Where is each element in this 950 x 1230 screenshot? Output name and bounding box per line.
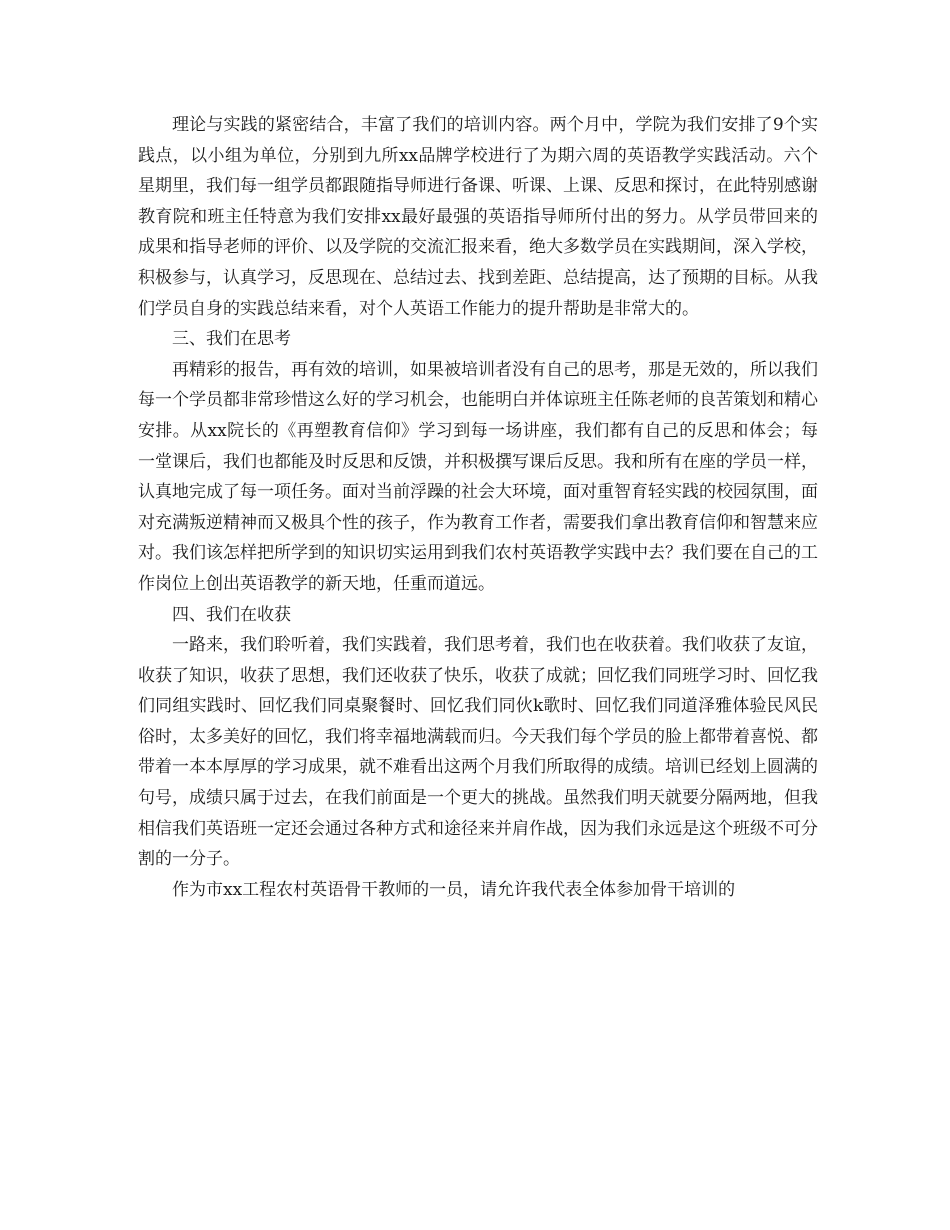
paragraph-practice: 理论与实践的紧密结合，丰富了我们的培训内容。两个月中，学院为我们安排了9个实践点，以小组为单位，分别到九所xx品牌学校进行了为期六周的英语教学实践活动。六个星期里，我们每一组学员都跟随指导师进行备课、听课、上课、反思和探讨，在此特别感谢教育院和班主任特意为我们安排xx最好最强的英语指导师所付出的努力。从学员带回来的成果和指导老师的评价、以及学院的交流汇报来看，绝大多数学员在实践期间，深入学校，积极参与，认真学习，反思现在、总结过去、找到差距、总结提高，达了预期的目标。从我们学员自身的实践总结来看，对个人英语工作能力的提升帮助是非常大的。 <box>138 115 818 319</box>
paragraph-thinking: 再精彩的报告，再有效的培训，如果被培训者没有自己的思考，那是无效的，所以我们每一个学员都非常珍惜这么好的学习机会，也能明白并体谅班主任陈老师的良苦策划和精心安排。从xx院长的《再塑教育信仰》学习到每一场讲座，我们都有自己的反思和体会；每一堂课后，我们也都能及时反思和反馈，并积极撰写课后反思。我和所有在座的学员一样，认真地完成了每一项任务。面对当前浮躁的社会大环境，面对重智育轻实践的校园氛围，面对充满叛逆精神而又极具个性的孩子，作为教育工作者，需要我们拿出教育信仰和智慧来应对。我们该怎样把所学到的知识切实运用到我们农村英语教学实践中去？我们要在自己的工作岗位上创出英语教学的新天地，任重而道远。 <box>138 359 818 594</box>
document-body <box>138 110 818 905</box>
paragraph-closing: 作为市xx工程农村英语骨干教师的一员，请允许我代表全体参加骨干培训的 <box>172 879 736 900</box>
section-heading-thinking: 三、我们在思考 <box>172 329 291 350</box>
section-heading-harvest: 四、我们在收获 <box>172 604 291 625</box>
paragraph-harvest: 一路来，我们聆听着，我们实践着，我们思考着，我们也在收获着。我们收获了友谊，收获了知识，收获了思想，我们还收获了快乐，收获了成就；回忆我们同班学习时、回忆我们同组实践时、回忆我们同桌聚餐时、回忆我们同伙k歌时、回忆我们同道泽雅体验民风民俗时，太多美好的回忆，我们将幸福地满载而归。今天我们每个学员的脸上都带着喜悦、都带着一本本厚厚的学习成果，就不难看出这两个月我们所取得的成绩。培训已经划上圆满的句号，成绩只属于过去，在我们前面是一个更大的挑战。虽然我们明天就要分隔两地，但我相信我们英语班一定还会通过各种方式和途径来并肩作战，因为我们永远是这个班级不可分割的一分子。 <box>138 635 818 870</box>
